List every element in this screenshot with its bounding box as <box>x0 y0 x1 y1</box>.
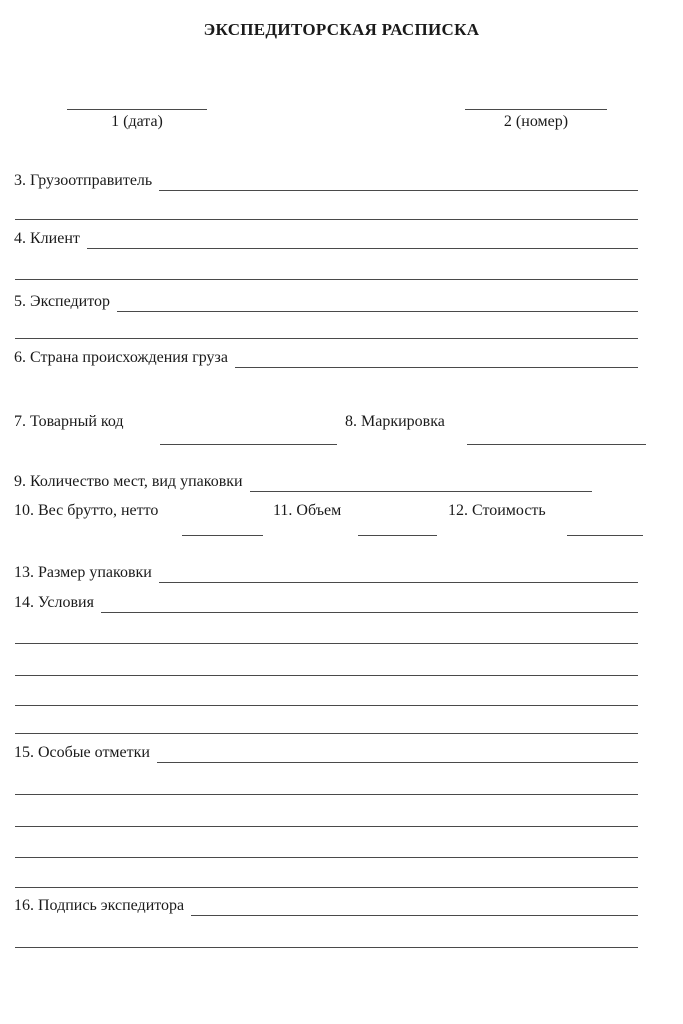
blank-line[interactable] <box>15 947 638 948</box>
blank-line[interactable] <box>15 887 638 888</box>
field-conditions-row <box>14 593 638 613</box>
field-origin-country-label: 6. Страна происхождения груза <box>14 349 228 366</box>
field-packages-input-line[interactable] <box>250 487 592 492</box>
field-forwarder-signature-input-line[interactable] <box>191 911 638 916</box>
field-commodity-code-label: 7. Товарный код <box>14 413 124 430</box>
blank-line[interactable] <box>15 826 638 827</box>
field-conditions-input-line[interactable] <box>101 608 638 613</box>
field-special-notes-row <box>14 743 638 763</box>
field-gross-net-weight-input-line[interactable] <box>182 535 263 536</box>
field-origin-country-input-line[interactable] <box>235 363 638 368</box>
field-special-notes-label: 15. Особые отметки <box>14 744 150 761</box>
field-cost-label: 12. Стоимость <box>448 502 546 519</box>
field-volume-label: 11. Объем <box>273 502 342 519</box>
field-marking-label: 8. Маркировка <box>345 413 445 430</box>
blank-line[interactable] <box>15 794 638 795</box>
blank-line[interactable] <box>15 219 638 220</box>
field-cost-input-line[interactable] <box>567 535 643 536</box>
number-label: 2 (номер) <box>503 113 569 130</box>
field-packages-row <box>14 472 592 492</box>
blank-line[interactable] <box>15 675 638 676</box>
field-forwarder-row <box>14 292 638 312</box>
document-title: ЭКСПЕДИТОРСКАЯ РАСПИСКА <box>203 20 480 39</box>
field-consignor-input-line[interactable] <box>159 186 638 191</box>
field-origin-country-row <box>14 348 638 368</box>
field-volume-input-line[interactable] <box>358 535 437 536</box>
blank-line[interactable] <box>15 643 638 644</box>
field-forwarder-signature-row <box>14 896 638 916</box>
blank-line[interactable] <box>15 338 638 339</box>
date-field <box>67 109 207 131</box>
field-forwarder-label: 5. Экспедитор <box>14 293 110 310</box>
field-commodity-code-input-line[interactable] <box>160 444 337 445</box>
field-client-input-line[interactable] <box>87 244 638 249</box>
field-forwarder-signature-label: 16. Подпись экспедитора <box>14 897 185 914</box>
blank-line[interactable] <box>15 279 638 280</box>
field-client-label: 4. Клиент <box>14 230 80 247</box>
field-forwarder-input-line[interactable] <box>117 307 638 312</box>
field-package-size-label: 13. Размер упаковки <box>14 564 152 581</box>
field-package-size-input-line[interactable] <box>159 578 638 583</box>
field-consignor-row <box>14 171 638 191</box>
field-client-row <box>14 229 638 249</box>
field-gross-net-weight-label: 10. Вес брутто, нетто <box>14 502 159 519</box>
field-marking-input-line[interactable] <box>467 444 646 445</box>
field-special-notes-input-line[interactable] <box>157 758 638 763</box>
field-conditions-label: 14. Условия <box>14 594 94 611</box>
blank-line[interactable] <box>15 705 638 706</box>
field-package-size-row <box>14 563 638 583</box>
blank-line[interactable] <box>15 733 638 734</box>
date-label: 1 (дата) <box>111 113 163 130</box>
field-consignor-label: 3. Грузоотправитель <box>14 172 153 189</box>
number-field <box>465 109 607 131</box>
blank-line[interactable] <box>15 857 638 858</box>
field-packages-label: 9. Количество мест, вид упаковки <box>14 473 243 490</box>
